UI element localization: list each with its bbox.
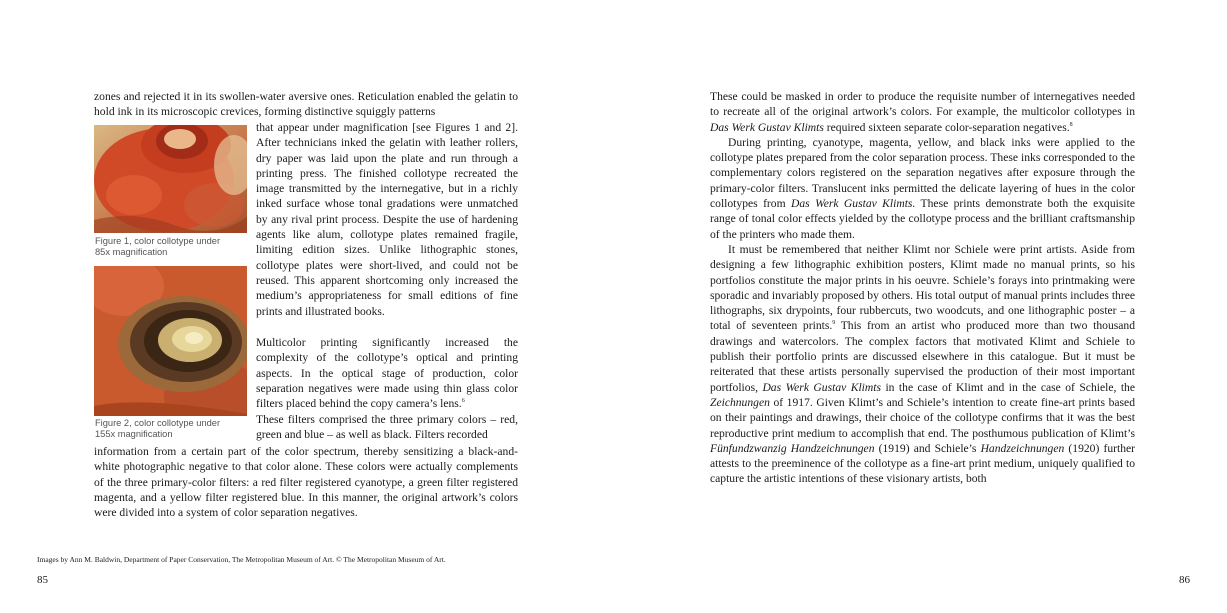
page-number-right: 86: [1179, 574, 1190, 586]
body-text-column-1: that appear under magnification [see Figures 1 and 2]. After technicians inked the gelatin with leather rollers, dry paper was laid upon the plate and run through a printing press. The finished collotype recreated the image transmitted by the internegative, but in a richly inked surface whose tonal gradations were unmatched by any rival print process. Despite the use of hardening agents like alum, collotype plates remained fragile, limiting edition sizes. Unlike lithographic stones, collotype plates were short-lived, and could not be reused. This apparent shortcoming only increased the medium’s appropriateness for small editions of fine prints and illustrated books.: [256, 121, 518, 318]
paragraph-3: It must be remembered that neither Klimt nor Schiele were print artists. Aside from designing a few lithographic exhibition posters, Klimt made no manual prints, so his portfolios constitute the major prints in his oeuvre. Schiele’s forays into printmaking were sporadic and invariably proposed by others. His total output of manual prints includes three lithographs, six drypoints, four rubbercuts, two woodcuts, and one lithographic poster – a total of seventeen prints.$^9$ This from an artist who produced more than two thousand drawings and watercolors. The complex factors that motivated Klimt and Schiele to publish their portfolio prints are discussed elsewhere in this catalogue. But it must be reiterated that these artists personally supervised the production of their most important portfolios, Das Werk Gustav Klimts in the case of Klimt and in the case of Schiele, the Zeichnungen of 1917. Given Klimt’s and Schiele’s intention to create fine-art prints based on their paintings and drawings, their choice of the collotype confirms that it was the best reproductive print medium to accomplish that end. The posthumous publication of Klimt’s Fünfundzwanzig Handzeichnungen (1919) and Schiele’s Handzeichnungen (1920) further attests to the preeminence of the collotype as a fine-art print medium, uniquely qualified to capture the artistic intentions of these visionary artists, both: [710, 242, 1135, 486]
footnote-ref-9: 9: [832, 320, 836, 327]
left-page: [0, 0, 613, 613]
paragraph-2: During printing, cyanotype, magenta, yellow, and black inks were applied to the collotype plates prepared from the color separation process. These inks corresponded to the complementary colors registered on the separation negatives after exposure through the primary-color filters. Translucent inks permitted the delicate layering of hues in the color collotypes from Das Werk Gustav Klimts. These prints demonstrate both the exquisite range of tonal color effects yielded by the collotype process and the brilliant craftsmanship of the printers who made them.: [710, 135, 1135, 241]
right-body-text: [710, 89, 1135, 487]
body-text-bottom: information from a certain part of the color spectrum, thereby sensitizing a black-and-white photographic negative to that color alone. These colors were actually complements of the three primary-color filters: a red filter registered cyanotype, a green filter registered magenta, and a yellow filter registered blue. In this manner, the original artwork’s colors were divided into a system of color separation negatives.: [94, 445, 518, 520]
figure-2-image: [94, 266, 247, 416]
figure-1-image: [94, 125, 247, 233]
right-page: [614, 0, 1227, 613]
figure-1-micrograph: [94, 125, 247, 233]
footnote-ref-8: 8: [1069, 121, 1073, 128]
paragraph-1: These could be masked in order to produce the requisite number of internegatives needed to recreate all of the original artwork’s colors. For example, the multicolor collotypes in Das Werk Gustav Klimts required sixteen separate color-separation negatives.$^8$: [710, 90, 1135, 134]
body-text-column-2: [256, 335, 518, 411]
figure-2-micrograph: [94, 266, 247, 416]
body-text-column-2-main: Multicolor printing significantly increased the complexity of the collotype’s optical and printing aspects. In the optical stage of production, color separation negatives were made using thin glass color filters placed behind the copy camera’s lens.: [256, 336, 518, 411]
body-text-column-3: These filters comprised the three primary colors – red, green and blue – as well as black. Filters recorded: [256, 413, 518, 442]
body-text-top: zones and rejected it in its swollen-water aversive ones. Reticulation enabled the gelatin to hold ink in its microscopic crevices, forming distinctive squiggly patterns: [94, 90, 518, 119]
figure-2-caption: Figure 2, color collotype under 155x magnification: [95, 418, 221, 439]
figure-1-caption: Figure 1, color collotype under 85x magnification: [95, 236, 221, 257]
page-number-left: 85: [37, 574, 48, 586]
footnote-ref-6: 6: [461, 398, 465, 405]
image-credit: Images by Ann M. Baldwin, Department of Paper Conservation, The Metropolitan Museum of Art. © The Metropolitan Museum of Art.: [37, 555, 446, 564]
